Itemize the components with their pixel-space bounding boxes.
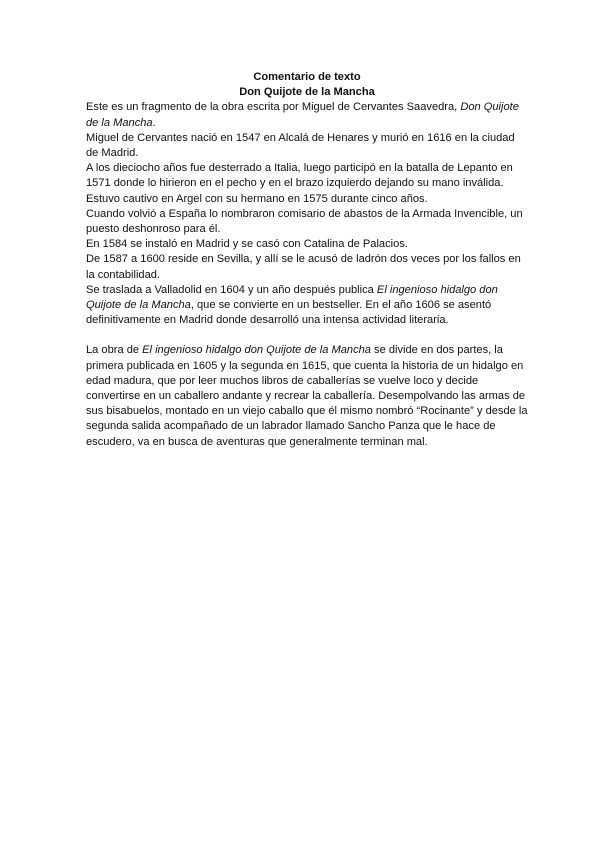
- paragraph-obra-start: La obra de: [86, 344, 143, 357]
- paragraph-intro-italic: Don Quijote de la Mancha: [86, 101, 519, 129]
- paragraph-sevilla: De 1587 a 1600 reside en Sevilla, y allí se le acusó de ladrón dos veces por los fallos en la contabilidad.: [86, 253, 521, 281]
- paragraph-obra-italic: El ingenioso hidalgo don Quijote de la Mancha: [142, 344, 371, 357]
- paragraph-valladolid-italic: El ingenioso hidalgo don Quijote de la Mancha: [86, 283, 498, 312]
- paragraph-madrid: En 1584 se instaló en Madrid y se casó con Catalina de Palacios.: [86, 238, 408, 251]
- paragraph-intro-end: .: [152, 116, 156, 129]
- paragraph-italy: A los dieciocho años fue desterrado a Italia, luego participó en la batalla de Lepanto en 1571 donde lo hirieron en el pecho y en el brazo izquierdo dejando su mano inválida. Estuvo cautivo en Argel con su hermano en 1575 durante cinco años.: [86, 162, 513, 205]
- paragraph-gap: [86, 328, 528, 343]
- paragraph-intro-text: Este es un fragmento de la obra escrita por Miguel de Cervantes Saavedra,: [86, 101, 461, 114]
- paragraph-obra-end: se divide en dos partes, la primera publicada en 1605 y la segunda en 1615, que cuenta la historia de un hidalgo en edad madura, que por leer muchos libros de caballerías se vuelve loco y decide convertirse en un caballero andante y recrear la caballería. Desempolvando las armas de sus bisabuelos, montado en un viejo caballo que él mismo nombró “Rocinante” y desde la segunda salida acompañado de un labrador llamado Sancho Panza que le hace de escudero, va en busca de aventuras que generalmente terminan mal.: [86, 344, 528, 448]
- paragraph-valladolid-start: Se traslada a Valladolid en 1604 y un año después publica: [86, 283, 377, 296]
- paragraph-valladolid-end: , que se convierte en un bestseller. En el año 1606 se asentó definitivamente en Madrid donde desarrolló una intensa actividad literaria.: [86, 299, 492, 327]
- paragraph-birth: Miguel de Cervantes nació en 1547 en Alcalá de Henares y murió en 1616 en la ciudad de Madrid.: [86, 131, 515, 160]
- document-subtitle: Don Quijote de la Mancha: [239, 86, 375, 99]
- paragraph-armada: Cuando volvió a España lo nombraron comisario de abastos de la Armada Invencible, un puesto deshonroso para él.: [86, 207, 523, 236]
- paragraph-intro: [86, 100, 528, 130]
- document-page: [86, 70, 528, 450]
- document-title: Comentario de texto: [253, 71, 361, 83]
- paragraph-valladolid: [86, 283, 528, 329]
- paragraph-obra: [86, 343, 528, 449]
